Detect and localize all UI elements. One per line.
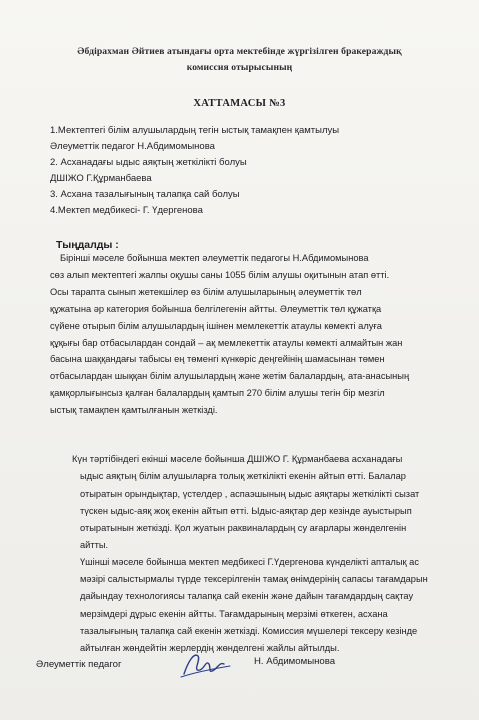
- text-line: отбасылардан шыққан білім алушылардың және жетім балалардың, ата-анасының: [50, 371, 410, 382]
- header-school-line: Әбдірахман Әйтиев атындағы орта мектебінде жүргізілген бракераждық: [77, 46, 402, 57]
- text-line: Үшінші мәселе бойынша мектеп медбикесі Г.Үдергенова күнделікті апталық ас: [80, 557, 419, 567]
- protocol-title: ХАТТАМАСЫ №3: [193, 98, 286, 109]
- text-line: мерзімдері дұрыс екенін айтты. Тағамдарының мерзімі өткеген, асхана: [80, 608, 388, 619]
- text-line: мәзірі салыстырмалы түрде тексерілгенін тамақ өнімдерінің сапасы тағамдарын: [80, 574, 428, 585]
- text-line: Күн тәртібіндегі екінші мәселе бойынша ДШІЖО Г. Құрманбаева асханадағы: [72, 454, 403, 464]
- text-line: ыстық тамақпен қамтылғанын жеткізді.: [50, 405, 218, 416]
- agenda-item: Әлеуметтік педагог Н.Абдимомынова: [50, 140, 215, 152]
- text-line: басына шаққандағы табысы ең төменгі күнкөріс деңгейінің шамасынан төмен: [50, 354, 385, 365]
- paragraph-second-issue: [72, 451, 420, 555]
- text-line: ыдыс аяқтың білім алушыларға толық жеткілікті екенін айтып өтті. Балалар: [80, 471, 406, 482]
- agenda-item: ДШІЖО Г.Құрманбаева: [50, 172, 152, 184]
- agenda-list: [50, 123, 339, 218]
- handwritten-signature: [178, 644, 234, 684]
- text-line: құжатына әр категория бойынша белгілегенін айтты. Әлеуметтік төл құжатқа: [50, 303, 382, 314]
- agenda-item: 1.Мектептегі білім алушылардың тегін ыстық тамақпен қамтылуы: [50, 125, 340, 136]
- text-line: тазалығының талапқа сай екенін жеткізді. Комиссия мүшелері тексеру кезінде: [80, 625, 418, 636]
- agenda-item: 4.Мектеп медбикесі- Г. Үдергенова: [50, 204, 203, 216]
- listened-heading: Тыңдалды :: [56, 239, 119, 251]
- agenda-item: 3. Асхана тазалығының талапқа сай болуы: [50, 188, 240, 200]
- text-line: құқығы бар отбасылардан сондай – ақ мемлекеттік атаулы көмекті алмайтын жан: [50, 337, 403, 348]
- text-line: отыратын орындықтар, үстелдер , аспаэшының ыдыс аяқтары жеткілікті сызат: [80, 488, 420, 499]
- text-line: қамқорлығынсыз қалған балалардың қамтып 270 білім алушы тегін бір мезгіл: [50, 388, 385, 399]
- text-line: Осы тарапта сынып жетекшілер өз білім алушыларының әлеуметтік төл: [50, 286, 362, 297]
- signature-role-label: Әлеуметтік педагог: [36, 659, 122, 670]
- text-line: Бірінші мәселе бойынша мектеп әлеуметтік педагогы Н.Абдимомынова: [60, 253, 369, 263]
- paragraph-third-issue: [80, 554, 428, 657]
- text-line: айтылған жөндейтін жерлердің жөнделгені жайлы айтылды.: [80, 643, 340, 654]
- header-commission-line: комиссия отырысының: [186, 62, 293, 73]
- text-line: сүйене отырып білім алушылардың ішінен мемлекеттік атаулы көмекті алуға: [50, 320, 382, 331]
- text-line: сөз алып мектептегі жалпы оқушы саны 1055 білім алушы оқитынын атап өтті.: [50, 269, 390, 280]
- text-line: дайындау технологиясы талапқа сай екенін және дайын тағамдардың сақтау: [80, 591, 414, 602]
- text-line: отыратынын жеткізді. Қол жуатын раквиналардың су ағарлары жөнделгенін: [80, 523, 407, 534]
- text-line: түскен ыдыс-аяқ жоқ екенін айтып өтті. Ыдыс-аяқтар дер кезінде ауыстырып: [80, 505, 412, 516]
- text-line: айтты.: [80, 540, 109, 551]
- signature-name: Н. Абдимомынова: [254, 656, 336, 667]
- paragraph-first-issue: [50, 250, 409, 419]
- agenda-item: 2. Асханадағы ыдыс аяқтың жеткілікті болуы: [50, 156, 247, 168]
